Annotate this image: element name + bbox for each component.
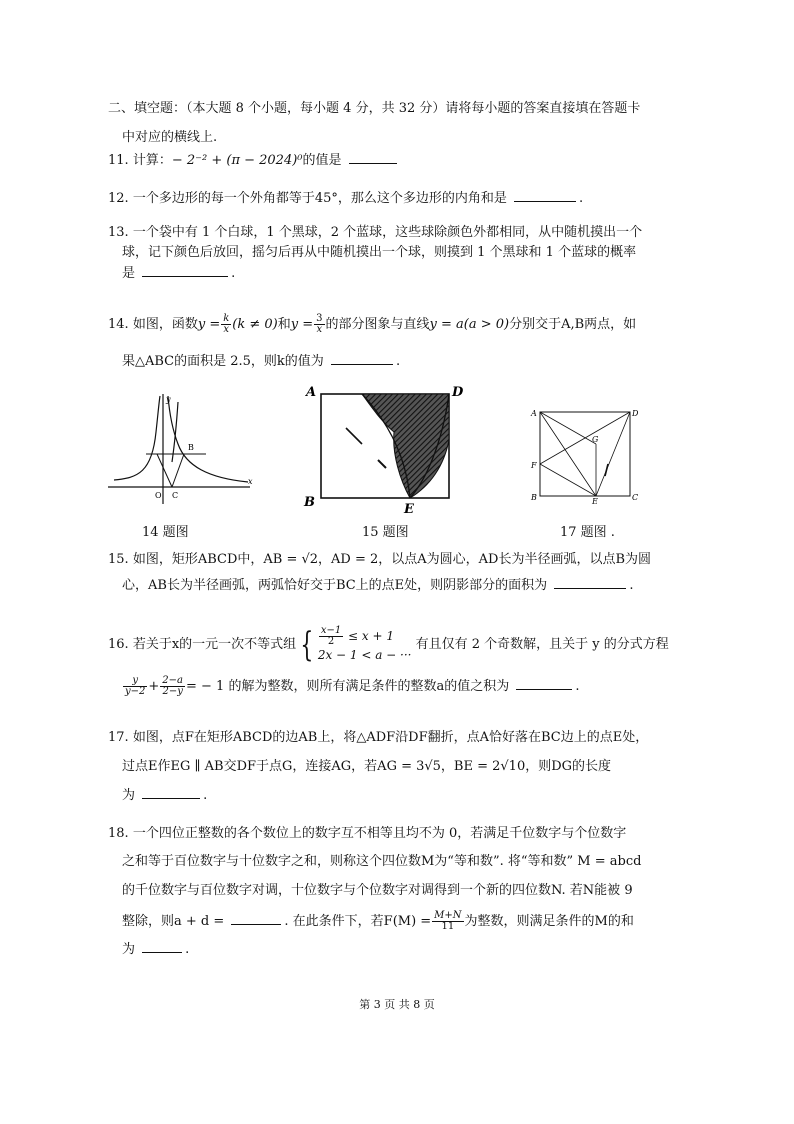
question-17-line3 [122, 786, 692, 805]
caption-15: 15 题图 [362, 525, 409, 540]
question-text: 一个四位正整数的各个数位上的数字互不相等且均不为 0，若满足千位数字与个位数字 [132, 826, 627, 841]
question-18-line4 [122, 911, 692, 932]
answer-blank[interactable] [331, 352, 393, 365]
pen-mark [378, 460, 386, 468]
curve-right [168, 396, 248, 482]
question-number: 15. [108, 552, 129, 567]
brace: { [300, 624, 314, 665]
fraction: $\frac{M+N}{11}$ [434, 910, 462, 932]
question-text: 心，AB长为半径画弧，两弧恰好交于BC上的点E处，则阴影部分的面积为 [122, 578, 548, 593]
inequality-system: $\frac{x-1}{2}$ ≤ x + 1 2x − 1 < a − ··· [317, 625, 412, 662]
question-13 [108, 224, 678, 242]
question-text: 的值是 [302, 153, 342, 168]
question-text: 为 [122, 942, 136, 957]
answer-blank[interactable] [142, 264, 228, 277]
punctuation: . [203, 788, 208, 803]
answer-blank[interactable] [349, 151, 397, 164]
question-text: 分别交于A,B两点，如 [509, 317, 637, 332]
question-text: 若关于x的一元一次不等式组 [132, 637, 297, 652]
label-b: B [531, 493, 537, 502]
question-text: 如图，函数 [132, 317, 198, 332]
label-y: y [166, 395, 171, 404]
question-number: 12. [108, 191, 129, 206]
question-text: 计算： [132, 153, 172, 168]
punctuation: . [231, 266, 236, 281]
punctuation: . [579, 191, 584, 206]
question-text: 一个多边形的每一个外角都等于45°，那么这个多边形的内角和是 [132, 191, 507, 206]
segment-bc [172, 454, 184, 487]
question-15-line2 [122, 576, 692, 595]
question-18-line3: 的千位数字与百位数字对调，十位数字与个位数字对调得到一个新的四位数N. 若N能被 9 [122, 883, 633, 898]
segment-ag [540, 412, 596, 444]
answer-blank[interactable] [142, 786, 200, 799]
page-footer: 第 3 页 共 8 页 [359, 998, 435, 1011]
section-title: 二、填空题：（本大题 8 个小题，每小题 4 分，共 32 分）请将每小题的答案直接填在答题卡 [108, 101, 641, 116]
question-16-line2 [122, 676, 692, 697]
rectangle-abcd [540, 412, 630, 496]
question-text: = − 1 的解为整数，则所有满足条件的整数a的值之积为 [186, 679, 510, 694]
fraction: $\frac{x-1}{2}$ [320, 625, 342, 647]
answer-blank[interactable] [514, 189, 576, 202]
question-14 [108, 314, 678, 335]
question-18 [108, 825, 678, 843]
question-text: . 在此条件下，若F(M) = [284, 914, 432, 929]
segment-ac [157, 454, 172, 487]
question-17-line2: 过点E作EG ∥ AB交DF于点G，连接AG，若AG = 3√5，BE = 2√10，则DG的长度 [122, 759, 612, 774]
question-18-line5 [122, 940, 692, 959]
figure-15-rectangle [302, 382, 470, 516]
math-expression: − 2⁻² + (π − 2024)⁰ [171, 153, 303, 168]
caption-17: 17 题图 . [560, 525, 615, 540]
segment-de [596, 412, 630, 496]
figure-17-rectangle [528, 406, 640, 504]
question-text: 果△ABC的面积是 2.5，则k的值为 [122, 354, 324, 369]
fraction: $\frac{3}{x}$ [316, 313, 323, 335]
answer-blank[interactable] [554, 576, 626, 589]
question-text: 的部分图象与直线 [325, 317, 430, 332]
question-12 [108, 189, 678, 208]
label-d: D [632, 409, 639, 418]
curve-k [172, 402, 178, 462]
question-text: 整除，则a + d = [122, 914, 225, 929]
math-expression: (k ≠ 0) [232, 317, 278, 332]
question-text: 有且仅有 2 个奇数解，且关于 y 的分式方程 [415, 637, 669, 652]
label-a: A [306, 385, 317, 400]
curve-left [114, 396, 160, 480]
punctuation: . [629, 578, 634, 593]
question-number: 17. [108, 730, 129, 745]
answer-blank[interactable] [231, 912, 281, 925]
punctuation: . [575, 679, 580, 694]
question-text: 一个袋中有 1 个白球，1 个黑球，2 个蓝球，这些球除颜色外都相同，从中随机摸出一个 [132, 225, 643, 240]
question-15 [108, 551, 678, 569]
answer-blank[interactable] [142, 940, 182, 953]
label-g: G [592, 435, 599, 444]
fraction: $\frac{y}{y-2}$ [125, 675, 146, 697]
fraction: $\frac{2-a}{2-y}$ [162, 675, 183, 697]
question-number: 18. [108, 826, 129, 841]
question-13-line3 [122, 264, 692, 283]
label-o: O [155, 491, 162, 500]
section-title-cont: 中对应的横线上. [122, 130, 218, 145]
math-expression: y = a(a > 0) [429, 317, 510, 332]
segment-fe [540, 464, 596, 496]
math-expression: y = [197, 317, 221, 332]
question-text: 是 [122, 266, 136, 281]
label-c: C [172, 491, 179, 500]
label-f: F [531, 461, 537, 470]
question-number: 16. [108, 637, 129, 652]
fraction: $\frac{k}{x}$ [223, 313, 230, 335]
pen-mark [346, 428, 362, 444]
question-16 [108, 626, 678, 663]
label-c: C [632, 493, 639, 502]
answer-blank[interactable] [516, 677, 572, 690]
question-18-line2: 之和等于百位数字与十位数字之和，则称这个四位数M为“等和数”. 将“等和数” M = abcd [122, 854, 642, 869]
question-text: 和 [277, 317, 291, 332]
math-expression: y = [290, 317, 314, 332]
question-number: 11. [108, 153, 129, 168]
label-d: D [452, 385, 464, 400]
question-14-line2 [122, 352, 692, 371]
question-17 [108, 729, 678, 747]
pen-mark [605, 464, 608, 476]
question-number: 14. [108, 317, 129, 332]
label-e: E [592, 497, 598, 504]
segment-ae [540, 412, 596, 496]
label-b: B [304, 495, 315, 510]
question-text: 如图，矩形ABCD中，AB = √2，AD = 2，以点A为圆心，AD长为半径画弧，以点B为圆 [132, 552, 652, 567]
question-number: 13. [108, 225, 129, 240]
punctuation: . [185, 942, 190, 957]
punctuation: . [395, 354, 401, 369]
label-e: E [404, 502, 414, 516]
question-text: 如图，点F在矩形ABCD的边AB上，将△ADF沿DF翻折，点A恰好落在BC边上的点E处， [132, 730, 649, 745]
label-a: A [531, 409, 537, 418]
question-text: 为 [122, 788, 136, 803]
question-13-line2: 球，记下颜色后放回，摇匀后再从中随机摸出一个球，则摸到 1 个黑球和 1 个蓝球的概率 [122, 245, 637, 260]
operator: + [148, 679, 160, 694]
label-x: x [248, 477, 253, 486]
figure-14-graph [108, 392, 256, 504]
question-text: 为整数，则满足条件的M的和 [464, 914, 634, 929]
question-11 [108, 151, 678, 170]
caption-14: 14 题图 [142, 525, 189, 540]
label-b: B [188, 443, 194, 452]
